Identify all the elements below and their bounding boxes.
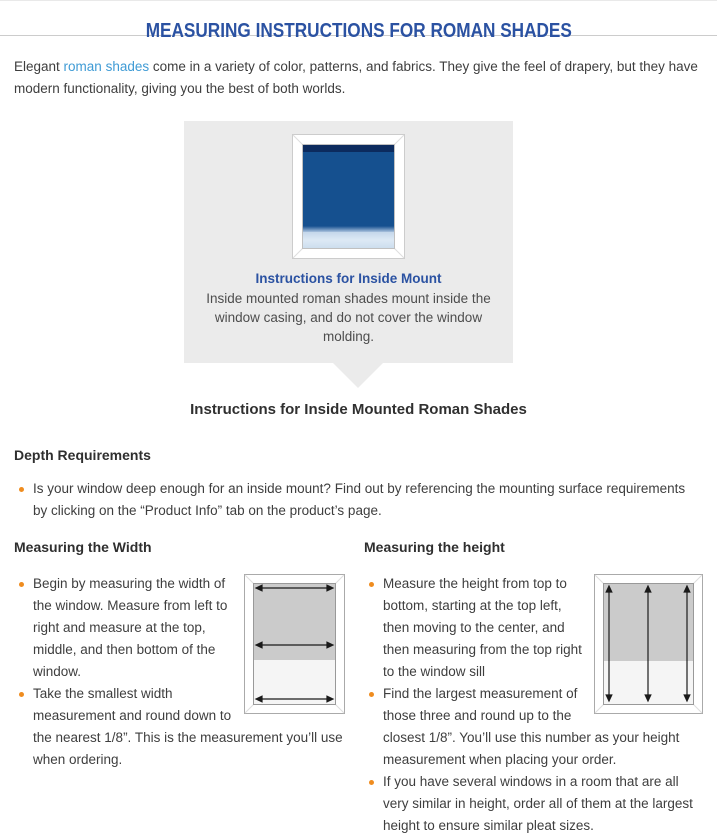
- roman-shades-link[interactable]: roman shades: [63, 59, 150, 74]
- inside-mount-panel: [184, 121, 513, 363]
- page-title-text: MEASURING INSTRUCTIONS FOR ROMAN SHADES: [145, 20, 572, 42]
- measuring-height-list: [364, 573, 703, 837]
- width-bullet: Begin by measuring the width of the window. Measure from left to right and measure at the top, middle, and then bottom of the window.: [14, 573, 345, 683]
- depth-bullet: Is your window deep enough for an inside mount? Find out by referencing the mounting surface requirements by clicking on the “Product Info” tab on the product’s page.: [14, 478, 703, 522]
- height-bullet: Find the largest measurement of those three and round up to the closest 1/8”. You’ll use this number as your height measurement when placing your order.: [364, 683, 703, 771]
- measuring-columns: [14, 539, 703, 837]
- intro-post-text: come in a variety of color, patterns, and fabrics. They give the feel of drapery, but they have modern functionality, giving you the best of both worlds.: [14, 59, 698, 96]
- measuring-width-heading: Measuring the Width: [14, 539, 152, 555]
- measuring-height-column: [364, 539, 703, 837]
- inside-mount-description: Inside mounted roman shades mount inside the window casing, and do not cover the window molding.: [206, 291, 491, 344]
- measuring-width-column: [14, 539, 345, 837]
- height-bullet: Measure the height from top to bottom, starting at the top left, then moving to the center, and then measuring from the top right to the window sill: [364, 573, 703, 683]
- inside-mount-instructions-link[interactable]: Instructions for Inside Mount: [255, 271, 442, 286]
- height-bullet: If you have several windows in a room that are all very similar in height, order all of them at the largest height to ensure similar pleat sizes.: [364, 771, 703, 837]
- measuring-width-list: [14, 573, 345, 771]
- page-title: [0, 8, 717, 42]
- roman-shade-window-illustration: [292, 134, 405, 259]
- inside-mount-section-heading: Instructions for Inside Mounted Roman Shades: [190, 401, 527, 418]
- depth-requirements-list: [14, 478, 703, 522]
- depth-requirements-heading: Depth Requirements: [14, 447, 151, 463]
- intro-pre-text: Elegant: [14, 59, 64, 74]
- width-bullet: Take the smallest width measurement and round down to the nearest 1/8”. This is the measurement you’ll use when ordering.: [14, 683, 345, 771]
- intro-paragraph: [14, 56, 703, 100]
- measuring-height-heading: Measuring the height: [364, 539, 505, 555]
- panel-pointer-down-icon: [333, 363, 383, 388]
